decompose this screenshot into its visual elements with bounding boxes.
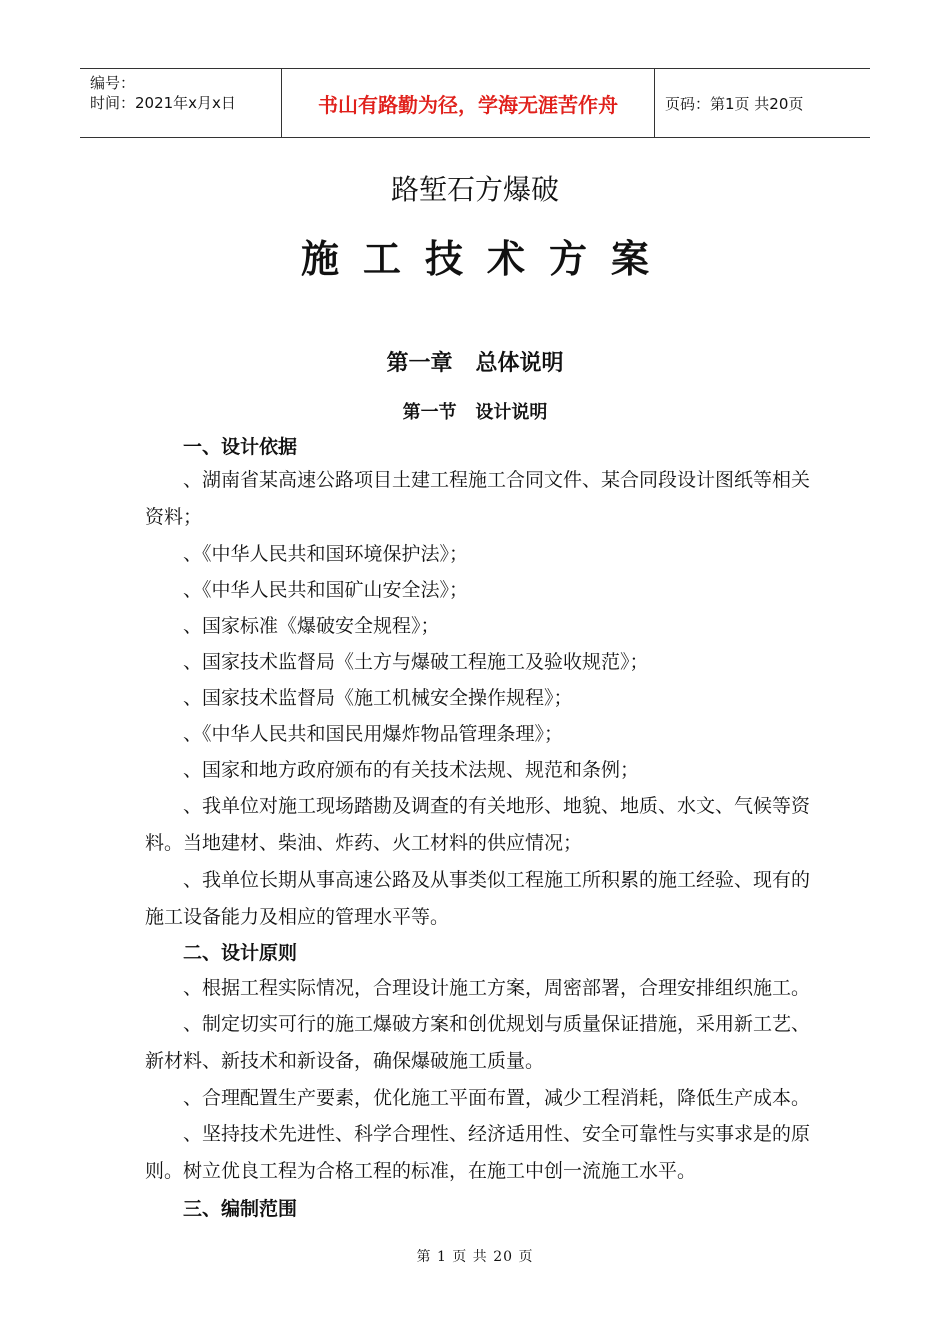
basis-item: 、《中华人民共和国矿山安全法》； <box>183 579 469 601</box>
basis-item: 、国家技术监督局《施工机械安全操作规程》； <box>183 687 573 709</box>
header-page-label: 页码：第1页 共20页 <box>665 94 804 113</box>
page-header <box>80 68 870 138</box>
section-heading: 第一节 设计说明 <box>402 402 548 423</box>
principle-item: 、制定切实可行的施工爆破方案和创优规划与质量保证措施，采用新工艺、新材料、新技术和新设备，确保爆破施工质量。 <box>145 1013 811 1072</box>
basis-item: 、国家标准《爆破安全规程》； <box>183 615 440 637</box>
document-time-label: 时间：2021年x月x日 <box>90 94 236 112</box>
principle-item: 、根据工程实际情况，合理设计施工方案，周密部署，合理安排组织施工。 <box>183 977 811 999</box>
chapter-heading: 第一章 总体说明 <box>386 350 564 376</box>
header-motto: 书山有路勤为径，学海无涯苦作舟 <box>282 69 655 137</box>
basis-item: 、湖南省某高速公路项目土建工程施工合同文件、某合同段设计图纸等相关资料； <box>145 469 811 528</box>
basis-item: 、《中华人民共和国环境保护法》； <box>183 543 469 565</box>
basis-item: 、我单位对施工现场踏勘及调查的有关地形、地貌、地质、水文、气候等资料。当地建材、柴油、炸药、火工材料的供应情况； <box>145 795 811 854</box>
document-title: 路堑石方爆破 <box>390 173 559 206</box>
page-footer: 第 1 页 共 20 页 <box>416 1249 534 1265</box>
heading-design-basis: 一、设计依据 <box>183 436 298 458</box>
document-subtitle: 施工技术方案 <box>300 236 673 281</box>
basis-item: 、国家和地方政府颁布的有关技术法规、规范和条例； <box>183 759 640 781</box>
basis-item: 、《中华人民共和国民用爆炸物品管理条理》； <box>183 723 564 745</box>
header-meta <box>80 69 282 137</box>
principle-item: 、坚持技术先进性、科学合理性、经济适用性、安全可靠性与实事求是的原则。树立优良工程为合格工程的标准，在施工中创一流施工水平。 <box>145 1123 811 1182</box>
basis-item: 、国家技术监督局《土方与爆破工程施工及验收规范》； <box>183 651 649 673</box>
document-number-label: 编号： <box>90 74 136 92</box>
heading-design-principles: 二、设计原则 <box>183 942 298 964</box>
principle-item: 、合理配置生产要素，优化施工平面布置，减少工程消耗，降低生产成本。 <box>183 1087 811 1109</box>
heading-scope: 三、编制范围 <box>183 1198 298 1220</box>
basis-item: 、我单位长期从事高速公路及从事类似工程施工所积累的施工经验、现有的施工设备能力及相应的管理水平等。 <box>145 869 811 928</box>
